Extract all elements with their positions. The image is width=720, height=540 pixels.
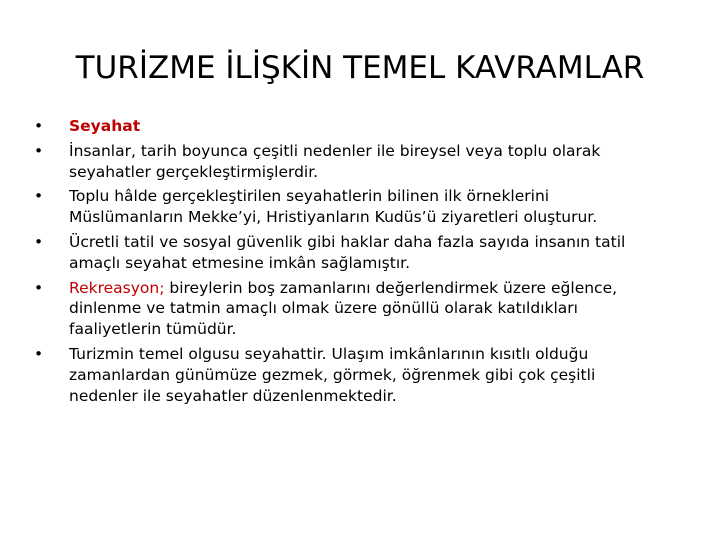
bullet-heading-seyahat: Seyahat	[69, 117, 141, 135]
bullet-item-pilgrimage	[34, 186, 704, 228]
bullet-text-line: zamanlardan günümüze gezmek, görmek, öğrenmek gibi çok çeşitli	[69, 365, 596, 384]
bullet-list	[34, 116, 704, 410]
bullet-dot-icon: •	[34, 232, 44, 251]
bullet-text-rest: bireylerin boş zamanlarını değerlendirmek üzere eğlence,	[164, 278, 618, 297]
bullet-first-line	[69, 278, 704, 299]
bullet-dot-icon: •	[34, 117, 44, 135]
bullet-item-seyahat	[34, 116, 704, 137]
bullet-text-line: İnsanlar, tarih boyunca çeşitli nedenler ile bireysel veya toplu olarak	[69, 141, 601, 160]
bullet-text-line: dinlenme ve tatmin amaçlı olmak üzere gönüllü olarak katıldıkları	[69, 299, 578, 318]
slide-title: TURİZME İLİŞKİN TEMEL KAVRAMLAR	[75, 50, 645, 86]
bullet-dot-icon: •	[34, 141, 44, 160]
bullet-text-line: Turizmin temel olgusu seyahattir. Ulaşım imkânlarının kısıtlı olduğu	[69, 344, 589, 363]
bullet-text-line: faaliyetlerin tümüdür.	[69, 320, 237, 339]
bullet-dot-icon: •	[34, 278, 44, 297]
bullet-term-rekreasyon: Rekreasyon;	[69, 278, 165, 297]
bullet-text-line: amaçlı seyahat etmesine imkân sağlamıştır.	[69, 253, 410, 272]
bullet-text-line: Müslümanların Mekke’yi, Hristiyanların Kudüs’ü ziyaretleri oluşturur.	[69, 208, 598, 227]
bullet-text-line: seyahatler gerçekleştirmişlerdir.	[69, 162, 319, 181]
bullet-text-line: Toplu hâlde gerçekleştirilen seyahatlerin bilinen ilk örneklerini	[69, 187, 550, 206]
bullet-dot-icon: •	[34, 187, 44, 206]
bullet-dot-icon: •	[34, 344, 44, 363]
bullet-text-line: Ücretli tatil ve sosyal güvenlik gibi haklar daha fazla sayıda insanın tatil	[69, 232, 626, 251]
bullet-item-paid-leave	[34, 232, 704, 274]
bullet-item-rekreasyon	[34, 278, 704, 340]
bullet-item-tourism	[34, 344, 704, 406]
bullet-item-history	[34, 141, 704, 183]
bullet-text-line: nedenler ile seyahatler düzenlenmektedir.	[69, 386, 397, 405]
